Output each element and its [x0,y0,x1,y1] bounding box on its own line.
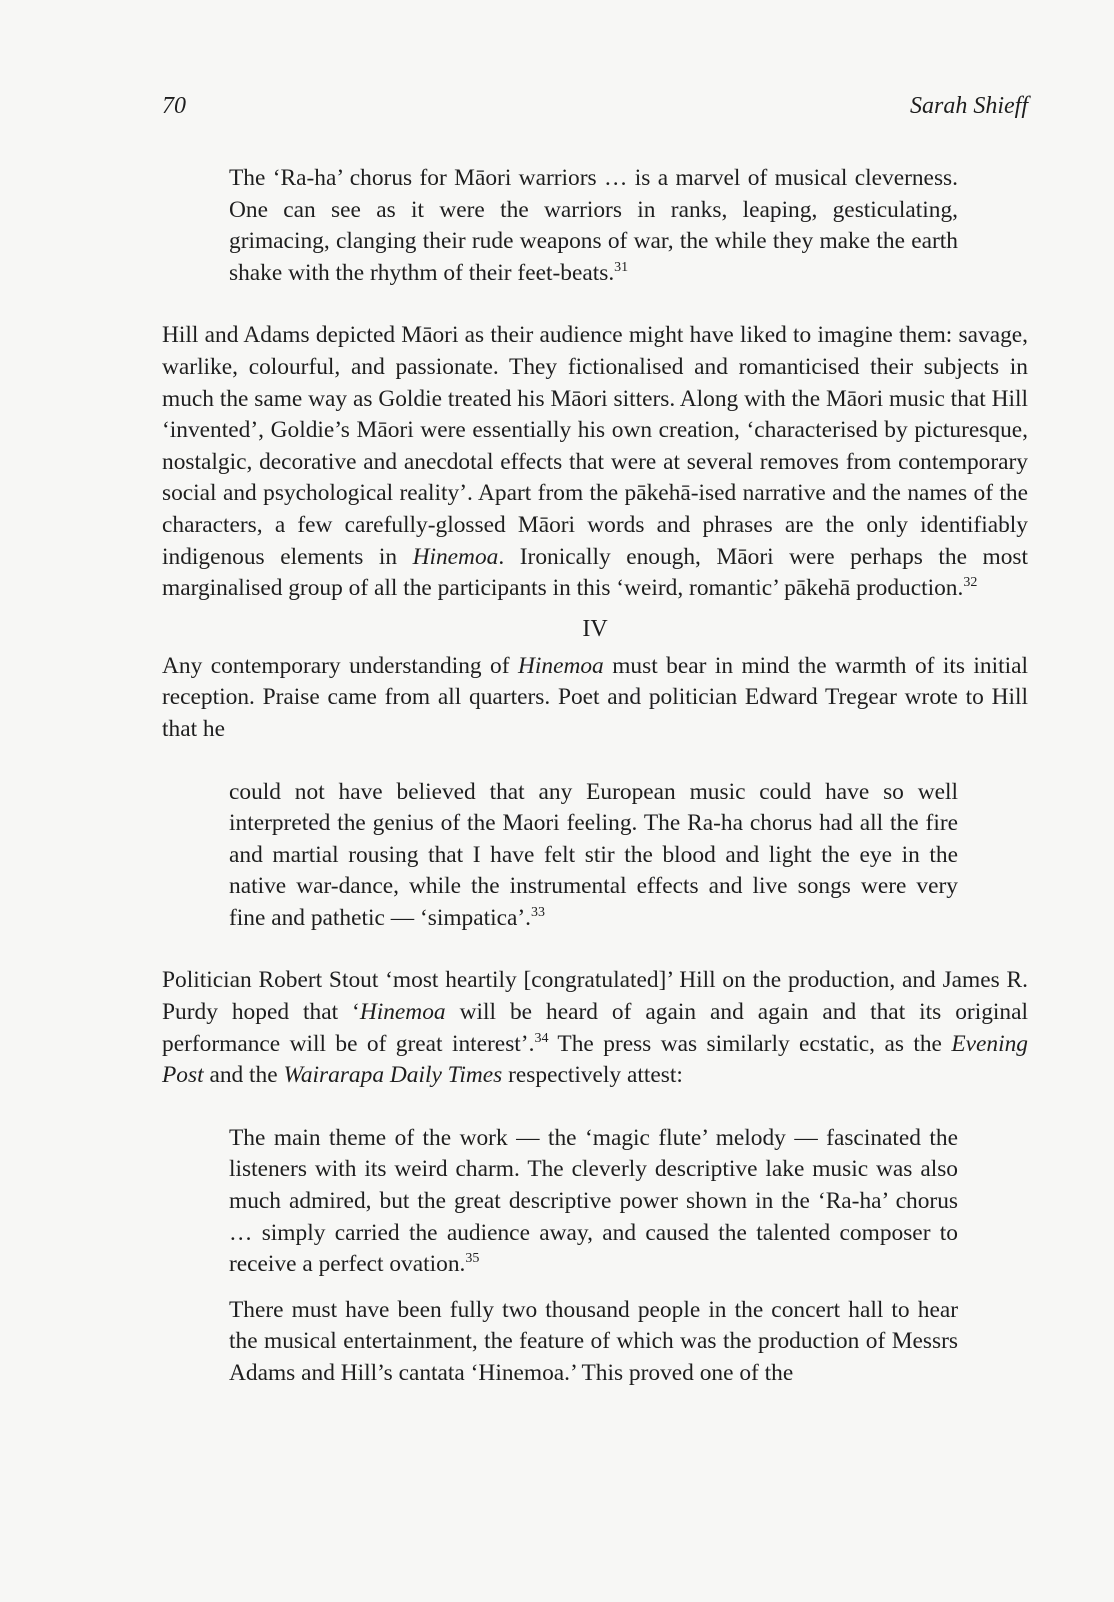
newspaper-wairarapa-daily-times: Wairarapa Daily Times [283,1062,503,1089]
footnote-ref-34: 34 [534,1030,549,1046]
paragraph-3-text-a: Politician Robert Stout ‘most heartily [congratulated]’ Hill on the production, and James R. Purdy hoped that ‘ [162,967,1028,1026]
block-quote-2-text: could not have believed that any European music could have so well interpreted the genius of the Maori feeling. The Ra-ha chorus had all the fire and martial rousing that I have felt stir the blood and light the eye in the native war-dance, while the instrumental effects and live songs were very fine and pathetic — ‘simpatica’. [229,778,958,931]
block-quote-1-text: The ‘Ra-ha’ chorus for Māori warriors … is a marvel of musical cleverness. One can see as it were the warriors in ranks, leaping, gesticulating, grimacing, clanging their rude weapons of war, the while they make the earth shake with the rhythm of their feet-beats. [229,165,958,286]
paragraph-1-text-a: Hill and Adams depicted Māori as their audience might have liked to imagine them: savage, warlike, colourful, and passionate. They fictionalised and romanticised their subjects in much the same way as Goldie treated his Māori sitters. Along with the Māori music that Hill ‘invented’, Goldie’s Māori were essentially his own creation, ‘characterised by picturesque, nostalgic, decorative and anecdotal effects that were at several removes from contemporary social and psychological reality’. Apart from the pākehā-ised narrative and the names of the characters, a few carefully-glossed Māori words and phrases are the only identifiably indigenous elements in [162,322,1028,570]
paragraph-3-title: Hinemoa [359,999,446,1026]
block-quote-2 [229,777,958,935]
block-quote-4 [229,1295,958,1390]
footnote-ref-32: 32 [963,575,978,591]
paragraph-2-title: Hinemoa [517,652,604,679]
newspaper-evening-post: Evening Post [162,1030,1028,1089]
paragraph-2-text-b: must bear in mind the warmth of its initial reception. Praise came from all quarters. Poet and politician Edward Tregear wrote to Hill that he [162,652,1028,742]
block-quote-4-text: There must have been fully two thousand people in the concert hall to hear the musical entertainment, the feature of which was the production of Messrs Adams and Hill’s cantata ‘Hinemoa.’ This proved one of the [229,1296,958,1386]
paragraph-1 [162,320,1028,604]
block-quote-3-text: The main theme of the work — the ‘magic flute’ melody — fascinated the listeners with its weird charm. The cleverly descriptive lake music was also much admired, but the great descriptive power shown in the ‘Ra-ha’ chorus … simply carried the audience away, and caused the talented composer to receive a perfect ovation. [229,1124,958,1278]
paragraph-3 [162,965,1028,1091]
paragraph-1-text-b: . Ironically enough, Māori were perhaps the most marginalised group of all the participants in this ‘weird, romantic’ pākehā production. [162,543,1028,602]
paragraph-2 [162,651,1028,746]
block-quote-1 [229,163,958,289]
paragraph-2-text-a: Any contemporary understanding of [162,652,518,679]
section-heading: IV [582,615,608,642]
paragraph-3-text-d: and the [203,1062,284,1089]
paragraph-1-title: Hinemoa [412,543,499,570]
running-head-author: Sarah Shieff [910,93,1028,119]
block-quote-3 [229,1123,958,1281]
paragraph-3-text-c: The press was similarly ecstatic, as the [548,1030,952,1057]
page-number: 70 [162,93,186,119]
footnote-ref-35: 35 [465,1251,480,1267]
footnote-ref-31: 31 [614,259,629,275]
paragraph-3-text-e: respectively attest: [502,1062,683,1089]
page-body [162,163,1028,1390]
footnote-ref-33: 33 [531,904,546,920]
paragraph-3-text-b: will be heard of again and again and that its original performance will be of great interest’. [162,999,1028,1057]
